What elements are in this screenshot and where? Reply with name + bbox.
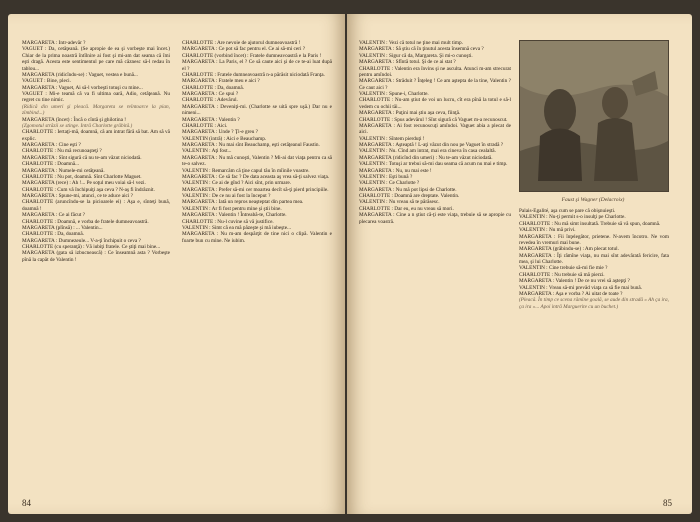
dialogue-line: CHARLOTTE : Nu pot, doamnă. Sînt Charlotte Maguet.: [22, 173, 142, 180]
dialogue-line: VALENTIN : Remarcăm că ţine capul tău în mîinile voastre.: [182, 167, 310, 174]
dialogue-line: VAGUET : Mi-e teamă că va fi ultima oară, Adio, cetăţeană. Nu regret cu tine nimic.: [22, 91, 170, 104]
dialogue-line: CHARLOTTE : Iertaţi-mă, doamnă, că am intrat fără să bat. Am să vă explic.: [22, 129, 170, 142]
dialogue-line: MARGARETA (ridicîndu-se) : Vaguet, vestea e bună...: [22, 71, 138, 78]
dialogue-line: CHARLOTTE : Nu-l cuvine să vă justifice.: [182, 218, 274, 225]
dialogue-line: MARGARETA : Fii înţelegător, prietene. N-avem încotro. Ne vom revedea în vremuri mai bune.: [519, 233, 669, 246]
dialogue-line: CHARLOTTE (vorbind încet) : Fratele dumneavoastră e la Paris !: [182, 52, 322, 59]
right-page-number: 85: [663, 498, 672, 508]
dialogue-line: MARGARETA : Intr-adevăr ?: [22, 40, 86, 46]
dialogue-line: CHARLOTTE : Nu mă recunoaşteţi ?: [22, 148, 102, 155]
dialogue-line: VAGUET : Da, cetăţeană. (Se apropie de ea şi vorbeşte mai încet.) Chiar de la prima noastră întîlnire ai fost şi mi-am dat seama că îmi eşti dragă. Acesta este sentimentul pe care mă căznesc să-l redau în tablou...: [22, 46, 170, 72]
dialogue-line: MARGARETA : La Paris, el ? Ce să caute aici şi de ce te-ai luat după el ?: [182, 59, 332, 72]
dialogue-line: MARGARETA : Ce spui ?: [182, 91, 239, 97]
dialogue-line: CHARLOTTE : Dar eu, eu nu vreau să mori.: [359, 205, 454, 212]
dialogue-line: MARGARETA : Nu mă cunoşti, Valentin ? Mi-ai dat viaţa pentru ca să te-o salvez.: [182, 154, 332, 168]
dialogue-line: MARGARETA : Puţini mai ştiu aşa ceva, fiinţă.: [359, 110, 461, 117]
dialogue-line: VALENTIN : Sigur că da, Margareta. Şi mi-o cunoşti.: [359, 52, 473, 59]
dialogue-line: MARGARETA (rece) : Ah !... Pe soţul meu voiai să-l vezi.: [22, 180, 146, 187]
dialogue-line: VALENTIN : Nu. Cînd am intrat, mai era cineva în casa cealaltă.: [359, 148, 496, 155]
dialogue-line: CHARLOTTE : Fratele dumneavoastră n-a părăsit niciodată Franţa.: [182, 71, 325, 78]
dialogue-line: CHARLOTTE : Adevărul.: [182, 97, 238, 104]
right-page: [347, 14, 692, 514]
dialogue-line: VALENTIN : Eşti bună ?: [359, 173, 413, 180]
dialogue-line: CHARLOTTE : Doamnă, e vorba de fratele dumneavoastră.: [22, 218, 149, 225]
dialogue-line: VALENTIN : Aţi fost...: [182, 148, 232, 155]
dialogue-line: MARGARETA : Ai fost recunoscuţi amîndoi. Vaguet abia a plecat de aici.: [359, 122, 511, 136]
dialogue-line: MARGARETA : Vaguet, Ai să-l vorbeşti totuşi cu mine...: [22, 84, 143, 91]
dialogue-line: VALENTIN : Nu mă privi.: [519, 227, 576, 234]
stage-direction: (Pleacă. În timp ce scena rămîne goală, se aude din stradă « Ah ça ira, ça ira »... Apoi intră Marguerite cu un buchet.): [519, 297, 669, 310]
dialogue-line: CHARLOTTE : Aici.: [182, 122, 228, 129]
stage-direction: (Zgomotul străzii se stinge. Intră Charlotte grăbită.): [22, 122, 133, 129]
dialogue-line: VALENTIN : Ce Charlotte ?: [359, 180, 420, 187]
dialogue-line: MARGARETA : Ce să fac ? De data aceasta aş vrea să-ţi salvez viaţa.: [182, 173, 330, 180]
dialogue-line: CHARLOTTE (cu speranţă) : Vă iubiţi fratele. Ce ştiţi mai bine...: [22, 244, 161, 250]
dialogue-line: VALENTIN : Vezi că totul ne ţine mai mult timp.: [359, 40, 463, 46]
dialogue-line: MARGARETA : Ce pot să fac pentru el. Ce ai să-mi ceri ?: [182, 46, 306, 53]
dialogue-line: CHARLOTTE : Are nevoie de ajutorul dumneavoastră !: [182, 40, 301, 46]
dialogue-line: VALENTIN : Ce ai de gînd ? Aici sînt, prin urmare.: [182, 180, 291, 187]
dialogue-line: MARGARETA (încet) : Încă o cîntă şi ghilotina !: [22, 116, 126, 123]
dialogue-line: MARGARETA (grăbindu-se) : Am plecat totul.: [519, 246, 619, 253]
dialogue-line: VALENTIN : Nu-ţi permit s-o insulţi pe Charlotte.: [519, 214, 626, 221]
dialogue-line: VALENTIN (intră) : Aici e Beauchamp.: [182, 135, 267, 142]
dialogue-line: MARGARETA : Prefer să-mi cer moartea decît să-ţi pierd principiile.: [182, 186, 329, 193]
dialogue-line: MARGARETA (plînsă) : ... Valentin...: [22, 224, 103, 231]
dialogue-line: Palais-Egalité, aşa cum se pare că obişnuieşti.: [519, 208, 616, 214]
dialogue-line: VALENTIN : Sîntem pierduţi !: [359, 135, 425, 142]
stage-direction: (Ridică din umeri şi pleacă. Margareta se reîntoarce la pian, zîmbind...): [22, 103, 170, 117]
dialogue-line: CHARLOTTE : Da, doamnă.: [182, 84, 244, 91]
dialogue-line: VAGUET : Bine, pleci.: [22, 78, 71, 85]
dialogue-line: CHARLOTTE : Spus adevărul ! Sînt sigură că Vaguet m-a recunoscut.: [359, 116, 508, 123]
dialogue-line: CHARLOTTE : Da, doamnă.: [22, 231, 84, 238]
dialogue-line: MARGARETA : Sînt sigură că nu te-am văzut niciodată.: [22, 154, 142, 161]
dialogue-line: MARGARETA : Străduit ? Înţeleg ! Ce am aştepta de la tine, Valentin ? Ce caut aici ?: [359, 78, 511, 91]
dialogue-line: CHARLOTTE : Cum vă închipuiţi aşa ceva ? N-aş fi îndrăznit.: [22, 186, 155, 193]
dialogue-line: CHARLOTTE : Valentin era învins şi ne asculta. Atunci m-am strecurat pentru amîndoi.: [359, 65, 511, 78]
dialogue-line: MARGARETA (ridicînd din umeri) : Nu te-am văzut niciodată.: [359, 154, 493, 161]
dialogue-line: MARGARETA : Nu, nu mai este !: [359, 167, 432, 174]
dialogue-line: VALENTIN : Totuşi ar trebui să-mi dau seama că acum nu mai e timp.: [359, 161, 508, 168]
faust-and-wagner-illustration: [519, 40, 669, 192]
left-page-number: 84: [22, 498, 31, 508]
dialogue-line: MARGARETA : Cine eşti ?: [22, 142, 81, 148]
left-page-column-2: [182, 40, 332, 244]
dialogue-line: VALENTIN : Simt că ea mă păzeşte şi mă iubeşte...: [182, 224, 291, 231]
dialogue-line: CHARLOTTE : Nu trebuie să mă pierzi.: [519, 271, 605, 278]
dialogue-line: MARGARETA : Spune-mi, atunci, ce te aduce aici ?: [22, 193, 133, 199]
dialogue-line: MARGARETA : Unde ? Ţi-e greu ?: [182, 129, 258, 136]
illustration-caption: Faust şi Wagner (Delacroix): [561, 197, 625, 203]
dialogue-line: MARGARETA : Valentin ! De ce nu vrei să aştepţi ?: [519, 278, 630, 285]
dialogue-line: VALENTIN : Vreau să-mi prevăd viaţa ca să fie mai bună.: [519, 284, 642, 291]
dialogue-line: MARGARETA : Ce ai făcut ?: [22, 212, 86, 219]
dialogue-line: MARGARETA : Valentin ?: [182, 116, 240, 123]
dialogue-line: MARGARETA : Sfîntă totul. Şi de ce ai stat ?: [359, 59, 456, 66]
dialogue-line: MARGARETA (gata să izbucnească) : Ce înseamnă asta ? Vorbeşte pînă la capăt de Valentin !: [22, 250, 170, 263]
dialogue-line: MARGARETA : Fratele meu e aici ?: [182, 78, 260, 85]
dialogue-line: MARGARETA : Cine a n ştiut că-ţi este viaţa, trebuie să se apropie cu plecarea voastră.: [359, 212, 511, 225]
dialogue-line: CHARLOTTE : Doamnă are dreptate. Valentin.: [359, 193, 460, 199]
dialogue-line: CHARLOTTE (aruncîndu-se la picioarele ei) : Aşa e, sînteţi bună, doamnă !: [22, 199, 170, 212]
dialogue-line: VALENTIN : De ce nu ai fost la început ?: [182, 193, 271, 199]
dialogue-line: CHARLOTTE : Doamnă...: [22, 161, 80, 168]
dialogue-line: MARGARETA : Nu mai sînt Beauchamp, eşti cetăţeanul Faustin.: [182, 142, 320, 148]
dialogue-line: VALENTIN : Spune-i, Charlotte.: [359, 91, 429, 97]
right-page-column-2: [519, 208, 669, 310]
dialogue-line: MARGARETA : Aşteaptă ! L-aţi văzut din nou pe Vaguet în stradă ?: [359, 142, 504, 148]
left-page: [8, 14, 345, 514]
dialogue-line: MARGARETA : Iată un repros neaşteptat din partea mea.: [182, 199, 304, 206]
dialogue-line: CHARLOTTE : Nu mă simt insultată. Trebuie să vă spun, doamnă.: [519, 220, 661, 227]
dialogue-line: CHARLOTTE : Nu-am ştiut de voi un lucru, cît era pînă la totul e să-l vedem cu ochii tăi...: [359, 97, 511, 110]
dialogue-line: VALENTIN : Ar fi fost pentru mine şi ştii bine.: [182, 205, 282, 212]
dialogue-line: MARGARETA : Dumnezeule... V-a-ţi închipuit o ceva ?: [22, 237, 141, 244]
dialogue-line: MARGARETA : Numele-mi cetăţeană.: [22, 167, 105, 174]
dialogue-line: MARGARETA : Îţi rămîne viaţa, nu mai sînt adevărată fericire, fata mea, şi lui Charlotte.: [519, 252, 669, 265]
dialogue-line: MARGARETA : Să ştiu că în ţinutul acesta însemnă ceva ?: [359, 46, 484, 53]
right-page-column-1: [359, 40, 511, 225]
dialogue-line: VALENTIN : Cine trebuie să-mi fie mie ?: [519, 265, 608, 272]
dialogue-line: MARGARETA : Deveniţi-mi. (Charlotte se uită spre uşă.) Dar nu e nimeni...: [182, 103, 332, 117]
dialogue-line: MARGARETA : Nu mă pot lipsi de Charlotte.: [359, 186, 457, 193]
left-page-column-1: [22, 40, 170, 263]
dialogue-line: VALENTIN : Nu vreau să te părăsesc.: [359, 199, 440, 206]
dialogue-line: MARGARETA : Nu m-am despărţit de tine nici o clipă. Valentin e foarte bun cu mine. Ne iubim.: [182, 231, 332, 244]
dialogue-line: MARGARETA : Valentin ! Întreabă-te, Charlotte.: [182, 212, 287, 219]
dialogue-line: MARGARETA : Aşa e vorba ? Ai uitat de toate ?: [519, 290, 623, 297]
